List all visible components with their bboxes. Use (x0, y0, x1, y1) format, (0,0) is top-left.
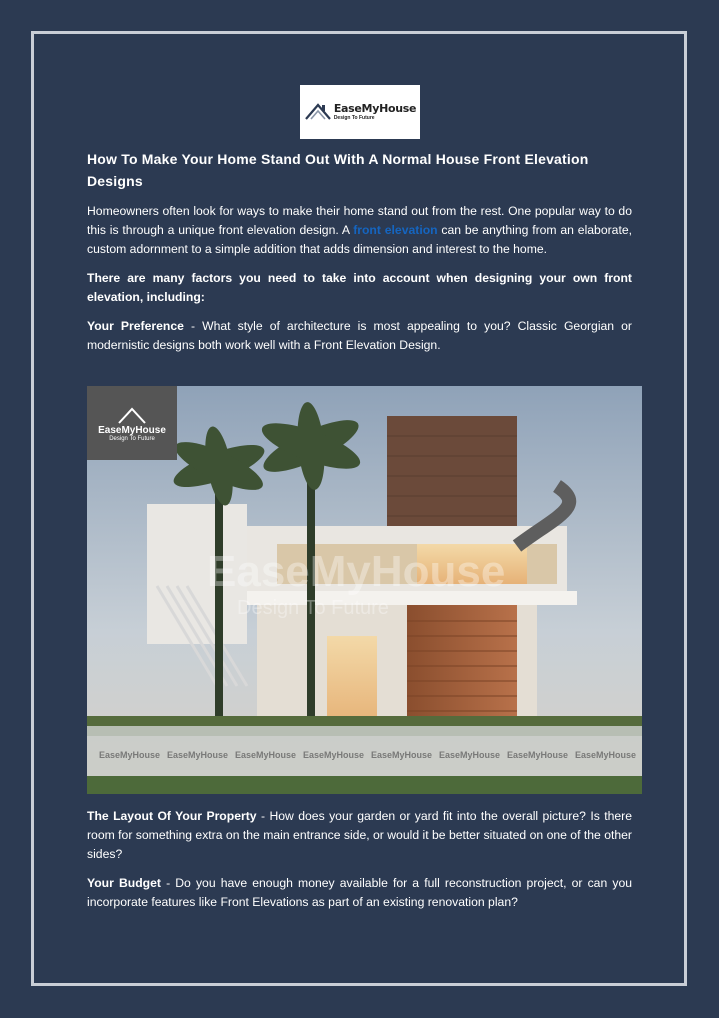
badge-tagline: Design To Future (109, 435, 155, 442)
intro-text-end: can be anything from an elaborate, custom adornment to a simple addition that adds dimension and interest to the home. (87, 223, 632, 256)
photo-watermark-name: EaseMyHouse (207, 547, 506, 596)
budget-paragraph (87, 874, 632, 912)
photo-logo-badge (87, 386, 177, 460)
article-heading: How To Make Your Home Stand Out With A Normal House Front Elevation Designs (87, 151, 589, 189)
strip-label-1: EaseMyHouse (99, 750, 161, 760)
strip-label-3: EaseMyHouse (235, 750, 297, 760)
logo-tagline: Design To Future (333, 115, 375, 121)
badge-name: EaseMyHouse (98, 424, 166, 436)
intro-paragraph (87, 202, 632, 259)
front-elevation-link[interactable]: front elevation (353, 223, 438, 237)
photo-watermark-tagline: Design To Future (237, 597, 389, 619)
layout-paragraph (87, 807, 632, 864)
strip-label-2: EaseMyHouse (167, 750, 229, 760)
house-logo-icon (304, 99, 332, 125)
house-logo-icon (117, 405, 147, 425)
strip-label-8: EaseMyHouse (575, 750, 637, 760)
factors-intro: There are many factors you need to take into account when designing your own front elevation, including: (87, 271, 632, 304)
strip-label-4: EaseMyHouse (303, 750, 365, 760)
article-body-continued (87, 807, 632, 922)
preference-text: - What style of architecture is most appealing to you? Classic Georgian or modernistic designs both work well with a Front Elevation Design. (87, 319, 632, 352)
budget-text: - Do you have enough money available for a full reconstruction project, or can you incorporate features like Front Elevations as part of an existing renovation plan? (87, 876, 633, 909)
house-elevation-photo (87, 386, 642, 794)
budget-label: Your Budget (87, 876, 161, 890)
article-body (87, 148, 632, 365)
logo-name: EaseMyHouse (333, 102, 417, 115)
strip-label-6: EaseMyHouse (439, 750, 501, 760)
strip-label-5: EaseMyHouse (371, 750, 433, 760)
intro-text-start: Homeowners often look for ways to make their home stand out from the rest. One popular way to do this is through a unique front elevation design. A (87, 204, 632, 237)
layout-text: - How does your garden or yard fit into the overall picture? Is there room for something extra on the main entrance side, or would it be better situated on one of the other sides? (87, 809, 632, 861)
strip-label-7: EaseMyHouse (507, 750, 569, 760)
brand-logo (300, 85, 420, 139)
preference-paragraph (87, 317, 632, 355)
preference-label: Your Preference (87, 319, 184, 333)
layout-label: The Layout Of Your Property (87, 809, 257, 823)
